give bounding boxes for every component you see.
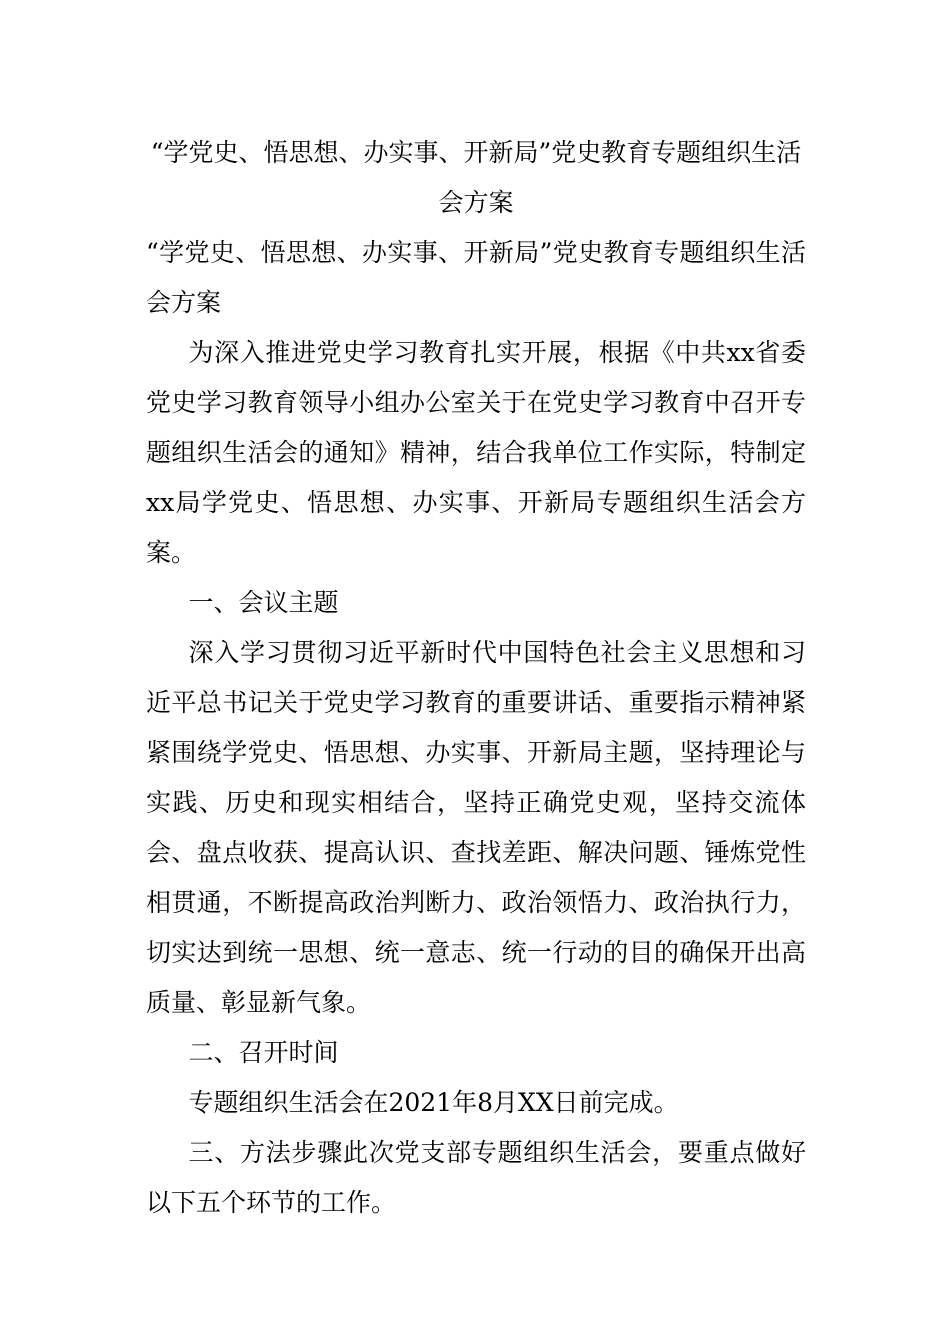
- section-heading-time: 二、召开时间: [188, 1038, 339, 1067]
- document-page: [146, 128, 806, 1228]
- section-heading-theme: 一、会议主题: [188, 588, 339, 617]
- steps-paragraph: 三、方法步骤此次党支部专题组织生活会，要重点做好以下五个环节的工作。: [146, 1138, 806, 1217]
- intro-paragraph: 为深入推进党史学习教育扎实开展，根据《中共xx省委党史学习教育领导小组办公室关于在党史学习教育中召开专题组织生活会的通知》精神，结合我单位工作实际，特制定xx局学党史、悟思想、办实事、开新局专题组织生活会方案。: [146, 338, 806, 567]
- theme-paragraph: 深入学习贯彻习近平新时代中国特色社会主义思想和习近平总书记关于党史学习教育的重要讲话、重要指示精神紧紧围绕学党史、悟思想、办实事、开新局主题，坚持理论与实践、历史和现实相结合，坚持正确党史观，坚持交流体会、盘点收获、提高认识、查找差距、解决问题、锤炼党性相贯通，不断提高政治判断力、政治领悟力、政治执行力，切实达到统一思想、统一意志、统一行动的目的确保开出高质量、彰显新气象。: [146, 638, 806, 1017]
- document-title: “学党史、悟思想、办实事、开新局”党史教育专题组织生活会方案: [150, 138, 802, 217]
- document-subtitle: “学党史、悟思想、办实事、开新局”党史教育专题组织生活会方案: [146, 238, 806, 317]
- time-paragraph: 专题组织生活会在2021年8月XX日前完成。: [188, 1088, 679, 1117]
